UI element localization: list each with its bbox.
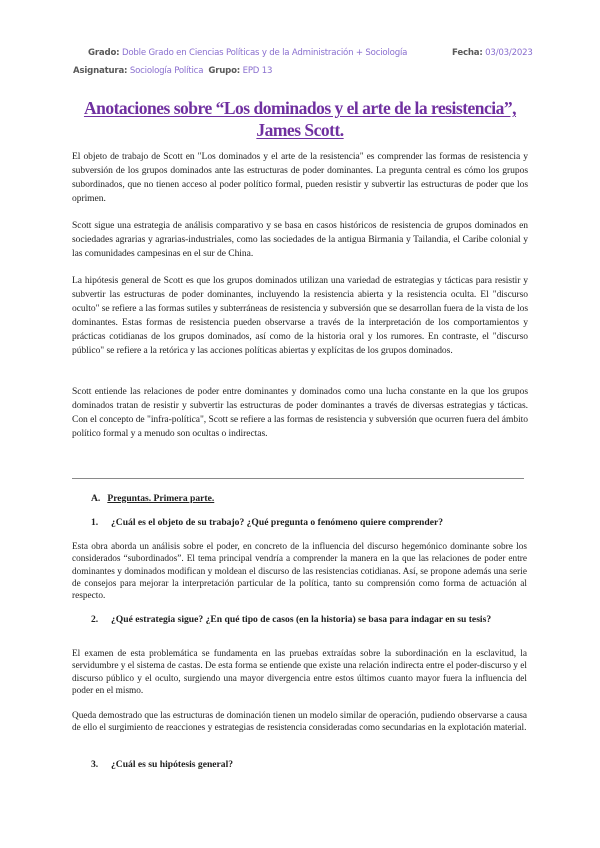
asignatura-label: Asignatura: [73,66,128,76]
intro-paragraph: El objeto de trabajo de Scott en "Los dominados y el arte de la resistencia" es comprender las formas de resistencia y subversión de los grupos dominados ante las estructuras de poder dominantes. La pregunta central es cómo los grupos subordinados, que no tienen acceso al poder político formal, pueden resistir y subvertir las estructuras de poder que los oprimen. [72,151,528,204]
section-heading [91,493,214,504]
header-grado [88,48,407,58]
grupo-label: Grupo: [208,66,241,76]
grado-label: Grado: [88,48,120,58]
question-text: ¿Cuál es el objeto de su trabajo? ¿Qué pregunta o fenómeno quiere comprender? [111,517,444,528]
question-number: 3. [91,759,99,770]
section-title: Preguntas. Primera parte. [107,493,215,504]
section-letter: A. [91,493,101,504]
answer-paragraph: Queda demostrado que las estructuras de dominación tienen un modelo similar de operación, pudiendo observarse a causa de ello el surgimiento de reacciones y estrategias de resistencia consideradas como secundarias en la explotación material. [72,711,527,734]
fecha-label: Fecha: [452,48,483,58]
question-1 [91,517,527,530]
answer-paragraph: El examen de esta problemática se fundamenta en las pruebas extraídas sobre la subordinación en la esclavitud, la servidumbre y el sistema de castas. De esta forma se entiende que existe una relación indirecta entre el poder-discurso y el discurso público y el oculto, surgiendo una mayor divergencia entre estos últimos cuanto mayor fuera la influencia del poder en el mismo. [72,649,527,696]
asignatura-value: Sociología Política [129,66,204,76]
intro-paragraph: La hipótesis general de Scott es que los grupos dominados utilizan una variedad de estrategias y tácticas para resistir y subvertir las estructuras de poder dominantes, incluyendo la resistencia abierta y la resistencia oculta. El "discurso oculto" se refiere a las formas sutiles y subterráneas de resistencia y subversión que se desarrollan fuera de la vista de los dominantes. Estas formas de resistencia pueden observarse a través de la interpretación de los comportamientos y prácticas cotidianas de los grupos dominados, así como de la historia oral y los rumores. En contraste, el "discurso público" se refiere a la retórica y las acciones políticas abiertas y explícitas de los grupos dominados. [72,275,528,356]
answer-paragraph: Esta obra aborda un análisis sobre el poder, en concreto de la influencia del discurso hegemónico dominante sobre los considerados “subordinados”. El tema principal vendría a comprender la manera en la que las relaciones de poder entre dominantes y dominados modifican y moldean el discurso de las resistencias cotidianas. Así, se propone además una serie de consejos para mejorar la interpretación particular de la política, tanto su comprensión como forma de actuación al respecto. [72,542,527,602]
section-divider [72,478,524,479]
question-number: 1. [91,517,99,528]
question-3 [91,759,527,772]
header-asignatura [73,66,272,76]
document-title: Anotaciones sobre “Los dominados y el arte de la resistencia”, James Scott. [83,98,517,140]
fecha-value: 03/03/2023 [485,48,533,58]
grupo-value: EPD 13 [242,66,273,76]
intro-paragraph: Scott entiende las relaciones de poder entre dominantes y dominados como una lucha constante en la que los grupos dominados tratan de resistir y subvertir las estructuras de poder dominantes a través de diversas estrategias y tácticas. Con el concepto de "infra-política", Scott se refiere a las formas de resistencia y subversión que ocurren fuera del ámbito político formal y a menudo son ocultas o indirectas. [72,386,528,439]
question-text: ¿Qué estrategia sigue? ¿En qué tipo de casos (en la historia) se basa para indagar en su tesis? [111,614,492,625]
header-fecha [452,48,533,58]
question-2 [91,614,527,627]
question-text: ¿Cuál es su hipótesis general? [111,759,234,770]
intro-paragraph: Scott sigue una estrategia de análisis comparativo y se basa en casos históricos de resistencia de grupos dominados en sociedades agrarias y agrarias-industriales, como las sociedades de la antigua Birmania y Tailandia, el Caribe colonial y las comunidades campesinas en el sur de China. [72,220,528,259]
question-number: 2. [91,614,99,625]
grado-value: Doble Grado en Ciencias Políticas y de la Administración + Sociología [121,48,408,58]
